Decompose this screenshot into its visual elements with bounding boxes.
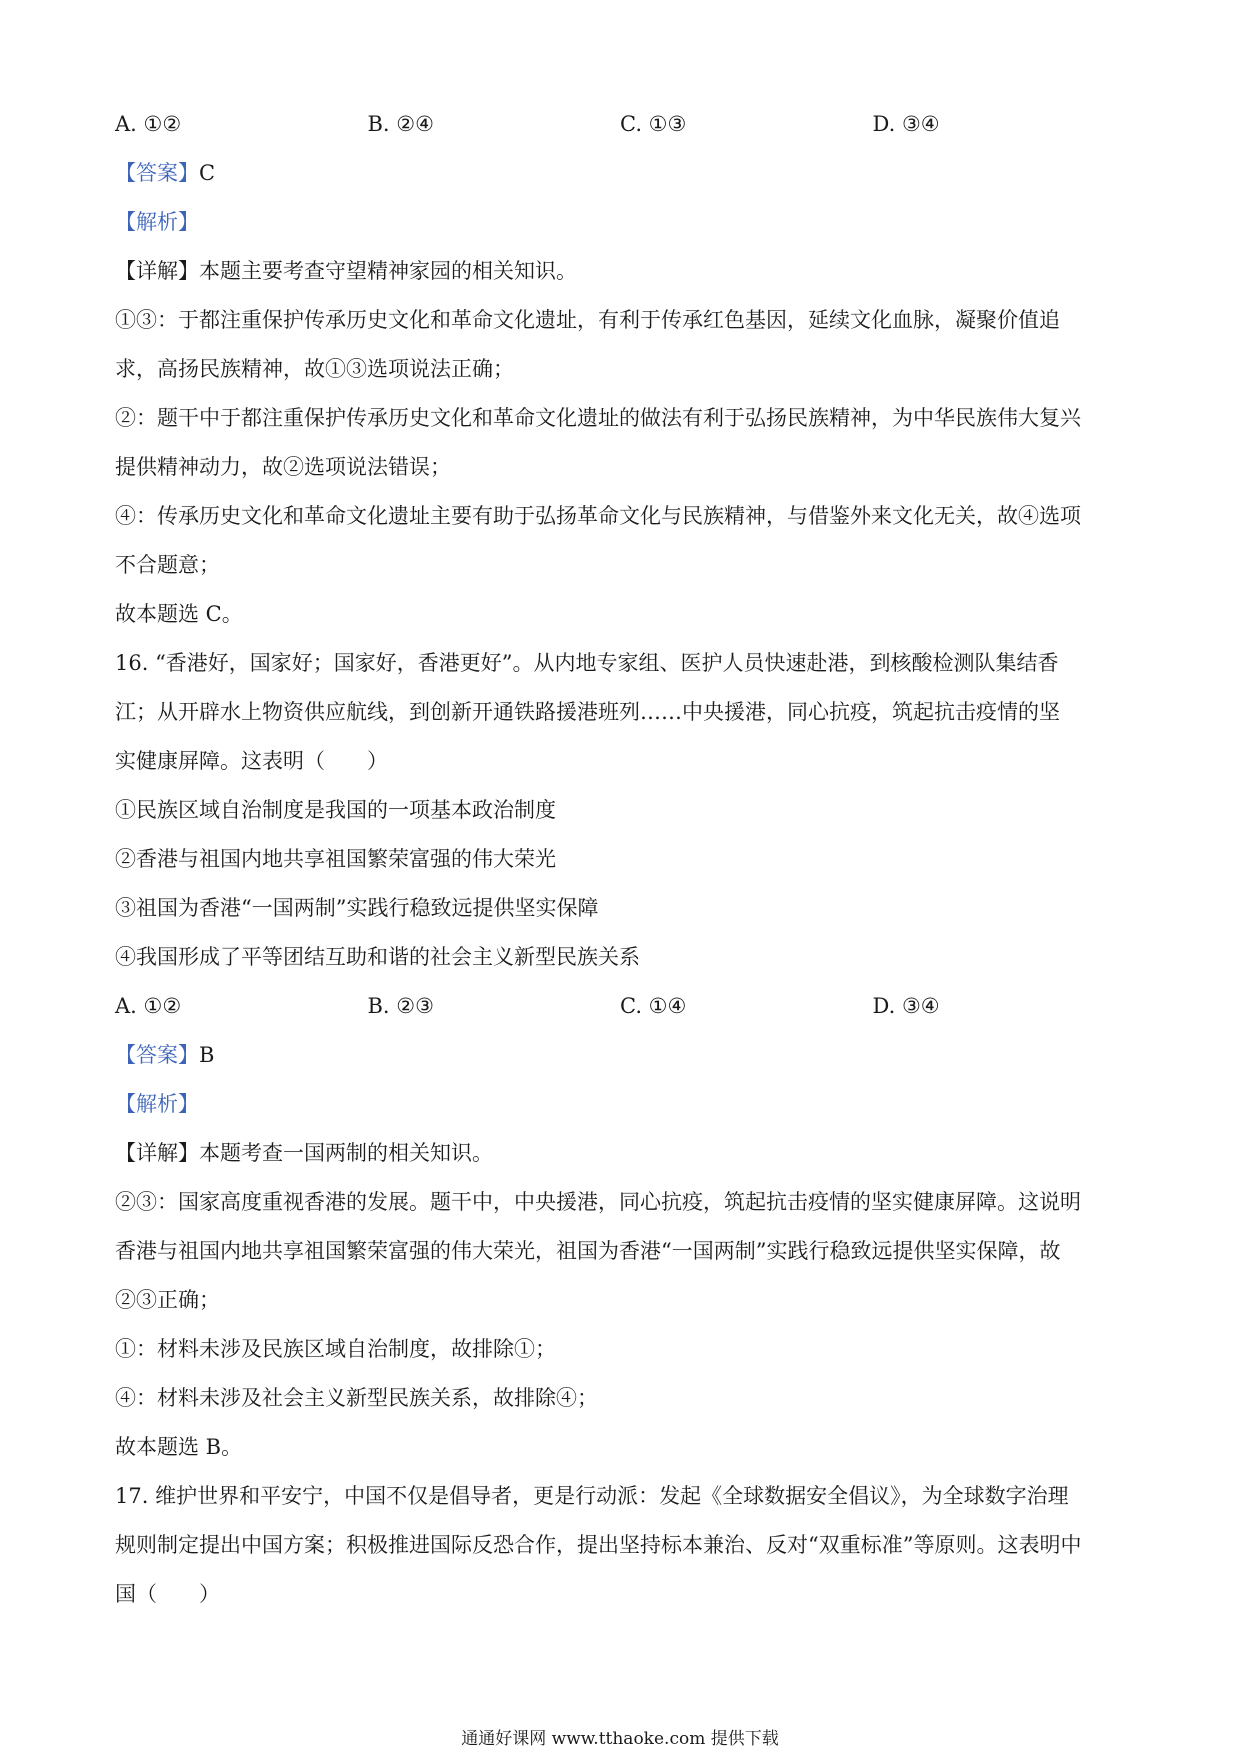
q16-line: ②③正确； <box>115 1288 220 1312</box>
q15-options <box>115 100 1125 149</box>
q16-stem-line: 16. “香港好，国家好；国家好，香港更好”。从内地专家组、医护人员快速赴港，到核酸检测队集结香 <box>115 651 1059 675</box>
q16-option-b: B. ②③ <box>367 994 434 1018</box>
q15-line: ①③：于都注重保护传承历史文化和革命文化遗址，有利于传承红色基因，延续文化血脉，凝聚价值追 <box>115 308 1060 332</box>
q16-options <box>115 982 1125 1031</box>
q15-conclusion: 故本题选 C。 <box>115 602 243 626</box>
q15-line: ②：题干中于都注重保护传承历史文化和革命文化遗址的做法有利于弘扬民族精神，为中华民族伟大复兴 <box>115 406 1081 430</box>
q16-stem-line: 实健康屏障。这表明（ ） <box>115 749 388 773</box>
q17-stem-line: 17. 维护世界和平安宁，中国不仅是倡导者，更是行动派：发起《全球数据安全倡议》，为全球数字治理 <box>115 1484 1069 1508</box>
page-content <box>115 100 1125 1619</box>
q15-line: 求，高扬民族精神，故①③选项说法正确； <box>115 357 514 381</box>
q16-stem-line: 江；从开辟水上物资供应航线，到创新开通铁路援港班列……中央援港，同心抗疫，筑起抗击疫情的坚 <box>115 700 1060 724</box>
q16-item: ③祖国为香港“一国两制”实践行稳致远提供坚实保障 <box>115 896 599 920</box>
q16-line: ④：材料未涉及社会主义新型民族关系，故排除④； <box>115 1386 598 1410</box>
q15-analysis-tag: 【解析】 <box>115 210 199 234</box>
q15-line: 提供精神动力，故②选项说法错误； <box>115 455 451 479</box>
q16-answer <box>115 1031 1125 1080</box>
q16-line: ②③：国家高度重视香港的发展。题干中，中央援港，同心抗疫，筑起抗击疫情的坚实健康屏障。这说明 <box>115 1190 1081 1214</box>
q16-answer-tag: 【答案】 <box>115 1043 199 1067</box>
q16-line: ①：材料未涉及民族区域自治制度，故排除①； <box>115 1337 556 1361</box>
q16-conclusion: 故本题选 B。 <box>115 1435 243 1459</box>
q16-option-a: A. ①② <box>115 994 182 1018</box>
q16-item: ④我国形成了平等团结互助和谐的社会主义新型民族关系 <box>115 945 640 969</box>
q16-option-d: D. ③④ <box>872 994 940 1018</box>
q16-line: 香港与祖国内地共享祖国繁荣富强的伟大荣光，祖国为香港“一国两制”实践行稳致远提供坚实保障，故 <box>115 1239 1061 1263</box>
q16-option-c: C. ①④ <box>620 994 687 1018</box>
q15-answer-tag: 【答案】 <box>115 161 199 185</box>
q16-item: ②香港与祖国内地共享祖国繁荣富强的伟大荣光 <box>115 847 556 871</box>
q15-line: ④：传承历史文化和革命文化遗址主要有助于弘扬革命文化与民族精神，与借鉴外来文化无关，故④选项 <box>115 504 1081 528</box>
q15-option-a: A. ①② <box>115 112 182 136</box>
q16-analysis-tag: 【解析】 <box>115 1092 199 1116</box>
q15-answer-value: C <box>199 161 216 185</box>
q15-answer <box>115 149 1125 198</box>
page-footer: 通通好课网 www.tthaoke.com 提供下载 <box>461 1729 779 1749</box>
q15-option-b: B. ②④ <box>367 112 434 136</box>
q16-detail: 【详解】本题考查一国两制的相关知识。 <box>115 1141 493 1165</box>
q15-line: 不合题意； <box>115 553 220 577</box>
q16-item: ①民族区域自治制度是我国的一项基本政治制度 <box>115 798 556 822</box>
q17-stem-line: 规则制定提出中国方案；积极推进国际反恐合作，提出坚持标本兼治、反对“双重标准”等原则。这表明中 <box>115 1533 1082 1557</box>
q15-option-c: C. ①③ <box>620 112 687 136</box>
q17-stem-line: 国（ ） <box>115 1582 220 1606</box>
q15-option-d: D. ③④ <box>872 112 940 136</box>
q15-detail: 【详解】本题主要考查守望精神家园的相关知识。 <box>115 259 577 283</box>
q16-answer-value: B <box>199 1043 215 1067</box>
